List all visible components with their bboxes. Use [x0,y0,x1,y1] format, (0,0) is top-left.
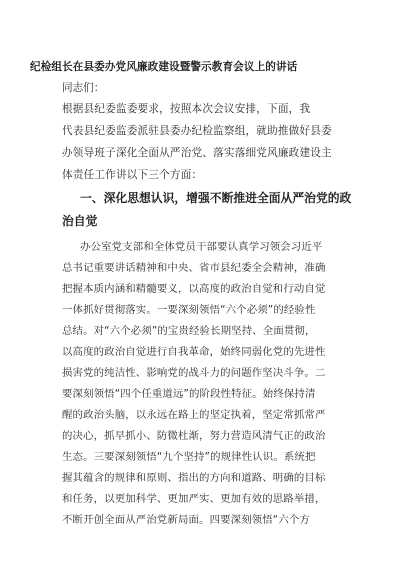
section-heading-continued: 治自觉 [62,214,98,228]
body-line: 总书记重要讲话精神和中央、省市县纪委全会精神，准确 [62,262,326,274]
body-line: 办公室党支部和全体党员干部要认真学习领会习近平 [80,241,323,253]
body-line: 生态。三要深刻领悟“九个坚持”的规律性认识。系统把 [62,451,316,463]
body-line: 醒的政治头脑，以永远在路上的坚定执着，坚定常抓常严 [62,409,326,421]
body-line: 把握本质内涵和精髓要义，以高度的政治自觉和行动自觉 [62,283,326,295]
body-line: 一体抓好贯彻落实。一要深刻领悟“六个必须”的经验性 [62,304,316,316]
intro-line: 体责任工作讲以下三个方面： [62,169,203,181]
body-line: 总结。对“六个必须”的宝贵经验长期坚持、全面贯彻， [62,325,316,337]
body-line: 不断开创全面从严治党新局面。四要深刻领悟“六个方 [62,514,310,526]
body-line: 握其蕴含的规律和原则、指出的方向和道路、明确的目标 [62,472,326,484]
body-line: 损害党的纯洁性、影响党的战斗力的问题作坚决斗争。二 [62,367,326,379]
document-title: 纪检组长在县委办党风廉政建设暨警示教育会议上的讲话 [30,61,298,73]
intro-line: 办领导班子深化全面从严治党、落实落细党风廉政建设主 [62,147,332,159]
section-heading: 一、深化思想认识，增强不断推进全面从严治党的政 [80,191,352,205]
body-line: 要深刻领悟“四个任重道远”的阶段性特征。始终保持清 [62,388,316,400]
body-line: 的决心，抓早抓小、防微杜渐，努力营造风清气正的政治 [62,430,326,442]
intro-line: 根据县纪委监委要求，按照本次会议安排，下面，我 [62,103,311,115]
intro-line: 代表县纪委监委派驻县委办纪检监察组，就助推做好县委 [62,125,332,137]
salutation: 同志们： [62,82,105,94]
body-line: 和任务，以更加科学、更加严实、更加有效的思路举措， [62,493,326,505]
body-line: 以高度的政治自觉进行自我革命，始终同弱化党的先进性 [62,346,326,358]
